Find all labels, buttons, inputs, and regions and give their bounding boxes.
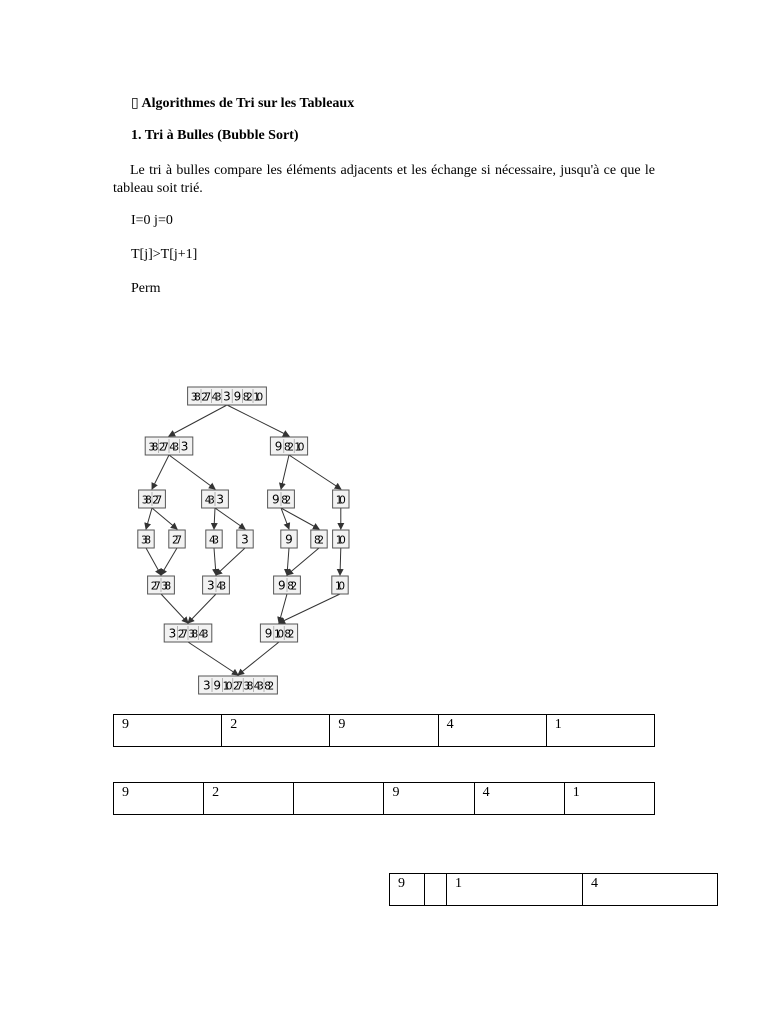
node-value: 27 — [172, 534, 182, 547]
node-value: 43 — [211, 391, 222, 404]
array-node — [188, 387, 267, 405]
node-value: 10 — [335, 534, 346, 547]
tree-arrow — [287, 548, 319, 575]
node-value: 3 — [206, 578, 215, 593]
array-node — [148, 576, 175, 594]
node-value: 38 — [243, 680, 254, 693]
tree-arrow — [216, 548, 245, 575]
array-node — [139, 490, 166, 508]
array-node — [311, 530, 327, 548]
tree-arrow — [214, 548, 216, 575]
tree-arrow — [281, 508, 289, 529]
tree-arrow — [188, 594, 216, 623]
array-node — [332, 576, 348, 594]
node-value: 9 — [213, 678, 222, 693]
tree-arrow — [188, 642, 238, 675]
array-table-2 — [113, 782, 655, 815]
node-value: 3 — [202, 678, 211, 693]
node-value: 3 — [223, 389, 231, 404]
array-node — [203, 576, 230, 594]
node-value: 43 — [216, 580, 227, 593]
node-value: 9 — [274, 439, 283, 454]
tree-arrow — [214, 508, 215, 529]
node-value: 38 — [188, 628, 199, 641]
line-indices: I=0 j=0 — [131, 213, 173, 228]
table-cell: 1 — [564, 783, 654, 815]
node-value: 10 — [335, 494, 346, 507]
node-value: 27 — [201, 391, 212, 404]
array-node — [333, 490, 349, 508]
array-node — [268, 490, 295, 508]
array-node — [333, 530, 349, 548]
node-value: 9 — [271, 492, 280, 507]
node-value: 43 — [209, 534, 219, 547]
line-perm: Perm — [131, 281, 161, 296]
line-compare: T[j]>T[j+1] — [131, 247, 198, 262]
table-cell: 9 — [330, 715, 438, 747]
merge-sort-diagram — [130, 375, 350, 705]
node-value: 9 — [277, 578, 286, 593]
node-value: 43 — [253, 680, 264, 693]
node-value: 3 — [168, 626, 177, 641]
node-value: 82 — [242, 391, 253, 404]
tree-arrow — [287, 548, 289, 575]
array-node — [274, 576, 301, 594]
array-node — [237, 530, 253, 548]
array-node — [169, 530, 185, 548]
node-value: 3 — [216, 492, 225, 507]
node-value: 10 — [253, 391, 264, 404]
tree-arrow — [215, 508, 245, 529]
table-cell: 9 — [390, 874, 425, 906]
table-cell: 9 — [384, 783, 474, 815]
node-value: 27 — [177, 628, 188, 641]
tree-arrow — [161, 594, 188, 623]
tree-arrow — [281, 508, 319, 529]
node-value: 38 — [141, 534, 151, 547]
node-value: 27 — [233, 680, 243, 693]
tree-arrow — [169, 405, 227, 436]
node-value: 43 — [204, 494, 215, 507]
node-value: 82 — [284, 441, 294, 454]
node-value: 9 — [264, 626, 273, 641]
node-value: 27 — [150, 580, 161, 593]
table-cell: 2 — [204, 783, 294, 815]
table-cell: 4 — [474, 783, 564, 815]
tree-arrow — [238, 642, 279, 675]
array-node — [164, 624, 212, 642]
node-value: 9 — [233, 389, 242, 404]
array-node — [206, 530, 222, 548]
table-cell: 9 — [114, 715, 222, 747]
array-node — [145, 437, 193, 455]
tree-arrow — [289, 455, 341, 489]
node-value: 82 — [284, 628, 295, 641]
tree-arrow — [281, 455, 289, 489]
node-value: 10 — [274, 628, 284, 641]
array-node — [281, 530, 297, 548]
table-cell: 2 — [222, 715, 330, 747]
tree-arrow — [152, 455, 169, 489]
missing-glyph-icon: ▯ — [131, 96, 139, 111]
node-value: 9 — [285, 532, 293, 547]
tree-arrow — [279, 594, 340, 623]
section-title: 1. Tri à Bulles (Bubble Sort) — [131, 128, 299, 143]
node-value: 82 — [314, 534, 324, 547]
table-cell — [425, 874, 447, 906]
intro-paragraph: Le tri à bulles compare les éléments adjacents et les échange si nécessaire, jusqu'à ce que le tableau soit trié. — [113, 163, 655, 196]
node-value: 43 — [169, 441, 180, 454]
tree-arrow — [340, 548, 341, 575]
table-cell: 4 — [438, 715, 546, 747]
array-node — [260, 624, 297, 642]
table-cell: 9 — [114, 783, 204, 815]
node-value: 10 — [222, 680, 233, 693]
table-cell: 4 — [583, 874, 718, 906]
array-table-1 — [113, 714, 655, 747]
tree-arrow — [169, 455, 215, 489]
node-value: 27 — [152, 494, 163, 507]
array-node — [138, 530, 154, 548]
tree-arrow — [152, 508, 177, 529]
tree-arrow — [227, 405, 289, 436]
array-table-3 — [389, 873, 718, 906]
table-cell — [294, 783, 384, 815]
tree-arrow — [161, 548, 177, 575]
node-value: 38 — [148, 441, 159, 454]
node-value: 3 — [180, 439, 189, 454]
node-value: 43 — [198, 628, 209, 641]
node-value: 82 — [287, 580, 298, 593]
array-node — [199, 676, 278, 694]
array-node — [270, 437, 307, 455]
node-value: 82 — [264, 680, 275, 693]
table-cell: 1 — [447, 874, 583, 906]
node-value: 10 — [294, 441, 305, 454]
node-value: 10 — [335, 580, 345, 593]
document-heading — [131, 95, 354, 113]
heading-text: Algorithmes de Tri sur les Tableaux — [141, 96, 355, 111]
table-cell: 1 — [546, 715, 654, 747]
tree-arrow — [146, 508, 152, 529]
node-value: 27 — [158, 441, 169, 454]
node-value: 38 — [190, 391, 201, 404]
tree-arrow — [279, 594, 287, 623]
node-value: 3 — [241, 532, 249, 547]
node-value: 82 — [281, 494, 292, 507]
node-value: 38 — [141, 494, 152, 507]
array-node — [202, 490, 229, 508]
node-value: 38 — [161, 580, 172, 593]
tree-arrow — [146, 548, 161, 575]
